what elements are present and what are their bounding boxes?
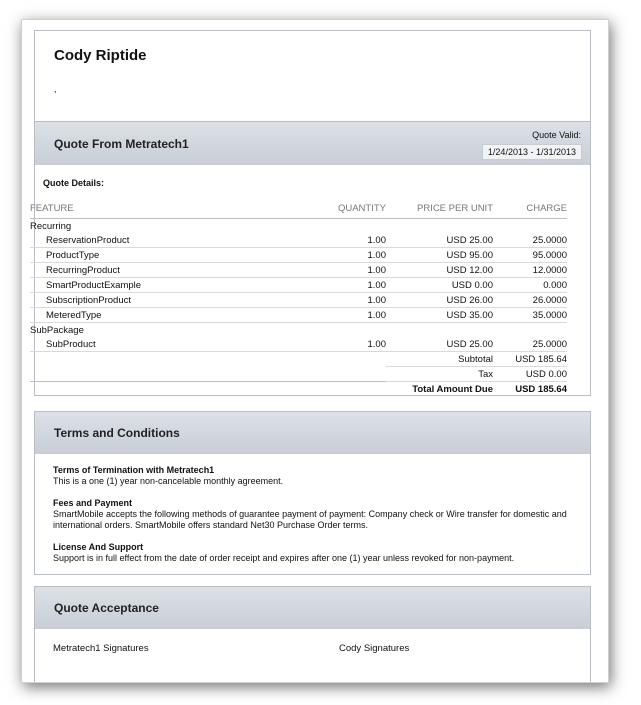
price-cell: USD 0.00 (386, 278, 493, 293)
quote-title: Quote From Metratech1 (54, 137, 189, 151)
terms-title: Terms and Conditions (54, 426, 180, 440)
feature-cell: RecurringProduct (30, 263, 332, 278)
table-row (30, 308, 567, 323)
quote-valid-label: Quote Valid: (532, 130, 581, 140)
customer-address: , (54, 84, 57, 94)
charge-cell: 95.0000 (493, 248, 567, 263)
customer-name: Cody Riptide (54, 47, 147, 64)
charge-cell: 25.0000 (493, 337, 567, 352)
quote-details-label: Quote Details: (43, 178, 105, 188)
table-row (30, 278, 567, 293)
feature-cell: ReservationProduct (30, 233, 332, 248)
total-label: Total Amount Due (386, 382, 493, 397)
group-name: SubPackage (30, 324, 84, 336)
quantity-cell: 1.00 (332, 248, 386, 263)
term-heading: License And Support (53, 542, 144, 552)
col-feature: FEATURE (30, 201, 332, 219)
col-price: PRICE PER UNIT (386, 201, 493, 219)
feature-cell: ProductType (30, 248, 332, 263)
price-cell: USD 95.00 (386, 248, 493, 263)
quantity-cell: 1.00 (332, 278, 386, 293)
table-row (30, 293, 567, 308)
tax-value: USD 0.00 (493, 367, 567, 382)
group-row (30, 323, 567, 338)
quantity-cell: 1.00 (332, 308, 386, 323)
charge-cell: 0.000 (493, 278, 567, 293)
quote-document (21, 19, 609, 683)
price-cell: USD 25.00 (386, 337, 493, 352)
feature-cell: MeteredType (30, 308, 332, 323)
col-charge: CHARGE (493, 201, 567, 219)
tax-label: Tax (386, 367, 493, 382)
total-value: USD 185.64 (493, 382, 567, 397)
acceptance-card (34, 586, 591, 683)
subtotal-row (30, 352, 567, 367)
acceptance-header-band (35, 587, 590, 629)
charge-cell: 12.0000 (493, 263, 567, 278)
quote-valid-range: 1/24/2013 - 1/31/2013 (482, 144, 582, 160)
terms-card (34, 411, 591, 575)
term-body: Support is in full effect from the date of order receipt and expires after one (1) year unless revoked for non-payment. (53, 553, 515, 563)
term-section (53, 465, 583, 487)
term-body: This is a one (1) year non-cancelable monthly agreement. (53, 476, 284, 486)
table-row (30, 233, 567, 248)
terms-header-band (35, 412, 590, 454)
col-quantity: QUANTITY (332, 201, 386, 219)
table-header-row (30, 201, 567, 219)
quantity-cell: 1.00 (332, 233, 386, 248)
charge-cell: 26.0000 (493, 293, 567, 308)
term-section (53, 498, 583, 531)
left-signature-label: Metratech1 Signatures (53, 643, 149, 654)
subtotal-value: USD 185.64 (493, 352, 567, 367)
group-name: Recurring (30, 220, 72, 232)
quote-table (30, 201, 567, 396)
feature-cell: SubProduct (30, 337, 332, 352)
price-cell: USD 35.00 (386, 308, 493, 323)
charge-cell: 25.0000 (493, 233, 567, 248)
term-heading: Fees and Payment (53, 498, 133, 508)
subtotal-label: Subtotal (386, 352, 493, 367)
group-row (30, 219, 567, 234)
quantity-cell: 1.00 (332, 263, 386, 278)
table-row (30, 263, 567, 278)
price-cell: USD 26.00 (386, 293, 493, 308)
quote-header-band (35, 122, 590, 165)
quantity-cell: 1.00 (332, 293, 386, 308)
term-section (53, 542, 583, 564)
feature-cell: SmartProductExample (30, 278, 332, 293)
quantity-cell: 1.00 (332, 337, 386, 352)
table-row (30, 337, 567, 352)
table-row (30, 248, 567, 263)
charge-cell: 35.0000 (493, 308, 567, 323)
term-heading: Terms of Termination with Metratech1 (53, 465, 215, 475)
acceptance-title: Quote Acceptance (54, 601, 159, 615)
price-cell: USD 25.00 (386, 233, 493, 248)
term-body: SmartMobile accepts the following methods of guarantee payment of payment: Company check or Wire transfer for domestic and international orders. SmartMobile offers standard Net30 Purchase Order terms. (53, 509, 567, 530)
tax-row (30, 367, 567, 382)
price-cell: USD 12.00 (386, 263, 493, 278)
feature-cell: SubscriptionProduct (30, 293, 332, 308)
customer-card (34, 30, 591, 122)
right-signature-label: Cody Signatures (339, 643, 410, 654)
total-row (30, 382, 567, 397)
